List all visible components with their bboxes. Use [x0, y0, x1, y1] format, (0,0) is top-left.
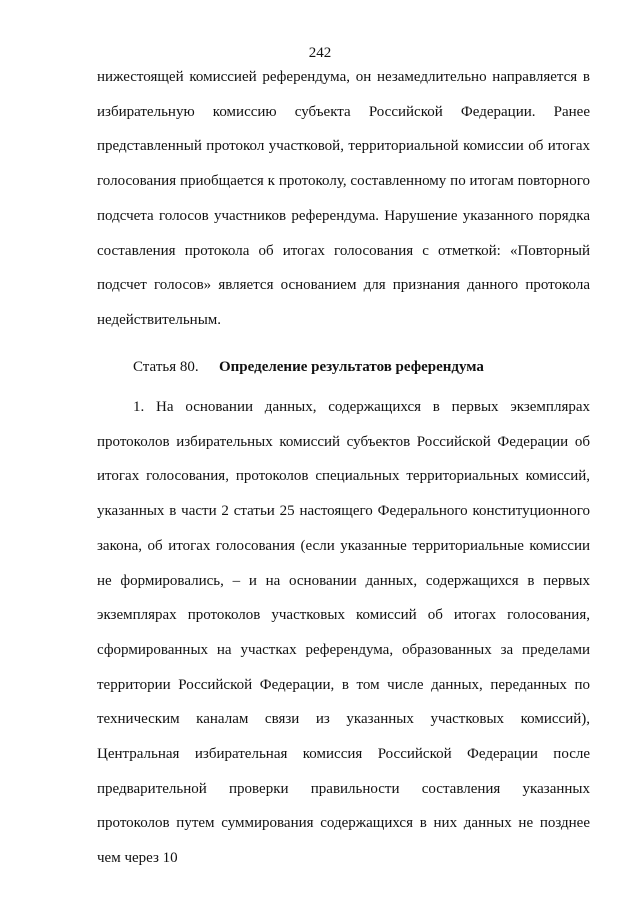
article-number: Статья 80. [133, 359, 199, 375]
article-heading [133, 357, 484, 377]
page-number: 242 [308, 45, 332, 61]
article-title: Определение результатов референдума [219, 359, 484, 375]
paragraph-1: 1. На основании данных, содержащихся в первых экземплярах протоколов избирательных комиссий субъектов Российской Федерации об итогах голосования, протоколов специальных территориальных комиссий, указанных в части 2 статьи 25 настоящего Федерального конституционного закона, об итогах голосования (если указанные территориальные комиссии не формировались, – и на основании данных, содержащихся в первых экземплярах протоколов участковых комиссий об итогах голосования, сформированных на участках референдума, образованных за пределами территории Российской Федерации, в том числе данных, переданных по техническим каналам связи из указанных участковых комиссий), Центральная избирательная комиссия Российской Федерации после предварительной проверки правильности составления указанных протоколов путем суммирования содержащихся в них данных не позднее чем через 10 [97, 399, 590, 867]
paragraph-continued: нижестоящей комиссией референдума, он незамедлительно направляется в избирательную комиссию субъекта Российской Федерации. Ранее представленный протокол участковой, территориальной комиссии об итогах голосования приобщается к протоколу, составленному по итогам повторного подсчета голосов участников референдума. Нарушение указанного порядка составления протокола об итогах голосования с отметкой: «Повторный подсчет голосов» является основанием для признания данного протокола недействительным. [97, 69, 590, 328]
